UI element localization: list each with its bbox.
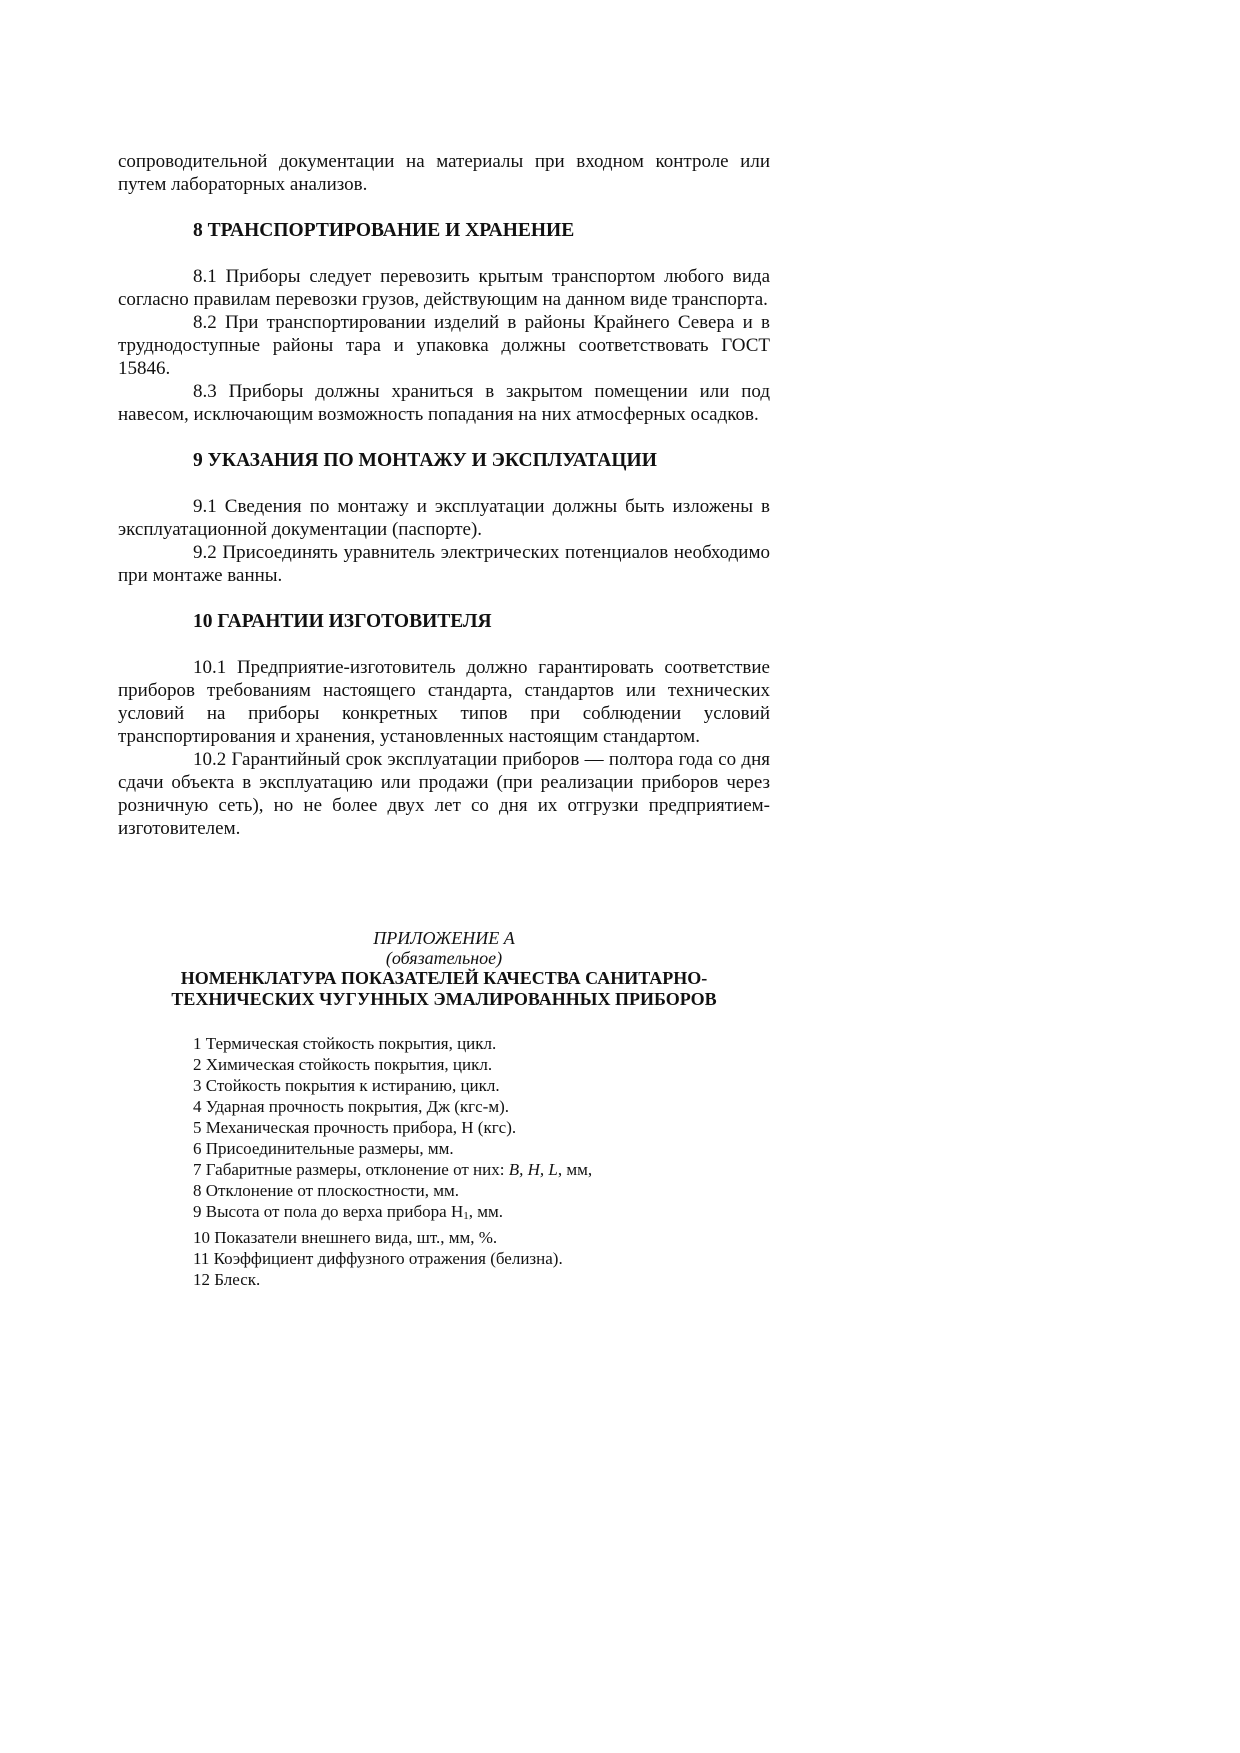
item-7-variables: B, H, L	[508, 1160, 558, 1179]
list-item: 6 Присоединительные размеры, мм.	[193, 1139, 454, 1158]
list-item: 1 Термическая стойкость покрытия, цикл.	[193, 1034, 497, 1053]
list-item: 4 Ударная прочность покрытия, Дж (кгс-м).	[193, 1097, 510, 1116]
appendix-heading-line-2: ТЕХНИЧЕСКИХ ЧУГУННЫХ ЭМАЛИРОВАННЫХ ПРИБОРОВ	[171, 989, 717, 1009]
intro-paragraph: сопроводительной документации на материалы при входном контроле или путем лабораторных анализов.	[118, 151, 770, 195]
appendix-subtitle: (обязательное)	[385, 948, 503, 968]
list-item-9	[193, 1201, 770, 1227]
list-item: 5 Механическая прочность прибора, Н (кгс).	[193, 1118, 517, 1137]
item-9-units: , мм.	[468, 1202, 503, 1221]
document-page	[118, 150, 770, 1290]
item-9-text: 9 Высота от пола до верха прибора Н	[193, 1202, 464, 1221]
appendix-title: ПРИЛОЖЕНИЕ А	[373, 928, 515, 948]
paragraph-9-2: 9.2 Присоединять уравнитель электрических потенциалов необходимо при монтаже ванны.	[118, 542, 770, 586]
list-item: 11 Коэффициент диффузного отражения (белизна).	[193, 1249, 563, 1268]
list-item-7	[193, 1159, 770, 1180]
item-7-text: 7 Габаритные размеры, отклонение от них:	[193, 1160, 509, 1179]
paragraph-8-3: 8.3 Приборы должны храниться в закрытом помещении или под навесом, исключающим возможность попадания на них атмосферных осадков.	[118, 381, 770, 425]
section-8-heading: 8 ТРАНСПОРТИРОВАНИЕ И ХРАНЕНИЕ	[193, 220, 575, 241]
quality-indicators-list	[118, 1033, 770, 1290]
paragraph-9-1: 9.1 Сведения по монтажу и эксплуатации должны быть изложены в эксплуатационной документации (паспорте).	[118, 496, 770, 540]
paragraph-8-2: 8.2 При транспортировании изделий в районы Крайнего Севера и в труднодоступные районы тара и упаковка должны соответствовать ГОСТ 15846.	[118, 312, 770, 379]
paragraph-8-1: 8.1 Приборы следует перевозить крытым транспортом любого вида согласно правилам перевозки грузов, действующим на данном виде транспорта.	[118, 266, 770, 310]
section-10-heading: 10 ГАРАНТИИ ИЗГОТОВИТЕЛЯ	[193, 611, 492, 632]
paragraph-10-2: 10.2 Гарантийный срок эксплуатации приборов — полтора года со дня сдачи объекта в эксплуатацию или продажи (при реализации приборов через розничную сеть), но не более двух лет со дня их отгрузки предприятием-изготовителем.	[118, 749, 770, 839]
item-9-subscript: 1	[463, 1210, 469, 1222]
list-item: 3 Стойкость покрытия к истиранию, цикл.	[193, 1076, 500, 1095]
item-7-units: , мм,	[557, 1160, 593, 1179]
paragraph-10-1: 10.1 Предприятие-изготовитель должно гарантировать соответствие приборов требованиям настоящего стандарта, стандартов или технических условий на приборы конкретных типов при соблюдении условий транспортирования и хранения, установленных настоящим стандартом.	[118, 657, 770, 747]
list-item: 12 Блеск.	[193, 1270, 261, 1289]
list-item: 2 Химическая стойкость покрытия, цикл.	[193, 1055, 493, 1074]
list-item: 8 Отклонение от плоскостности, мм.	[193, 1181, 459, 1200]
appendix-a	[118, 928, 770, 1010]
appendix-heading-line-1: НОМЕНКЛАТУРА ПОКАЗАТЕЛЕЙ КАЧЕСТВА САНИТАРНО-	[180, 968, 708, 988]
list-item: 10 Показатели внешнего вида, шт., мм, %.	[193, 1228, 498, 1247]
section-9-heading: 9 УКАЗАНИЯ ПО МОНТАЖУ И ЭКСПЛУАТАЦИИ	[193, 450, 657, 471]
